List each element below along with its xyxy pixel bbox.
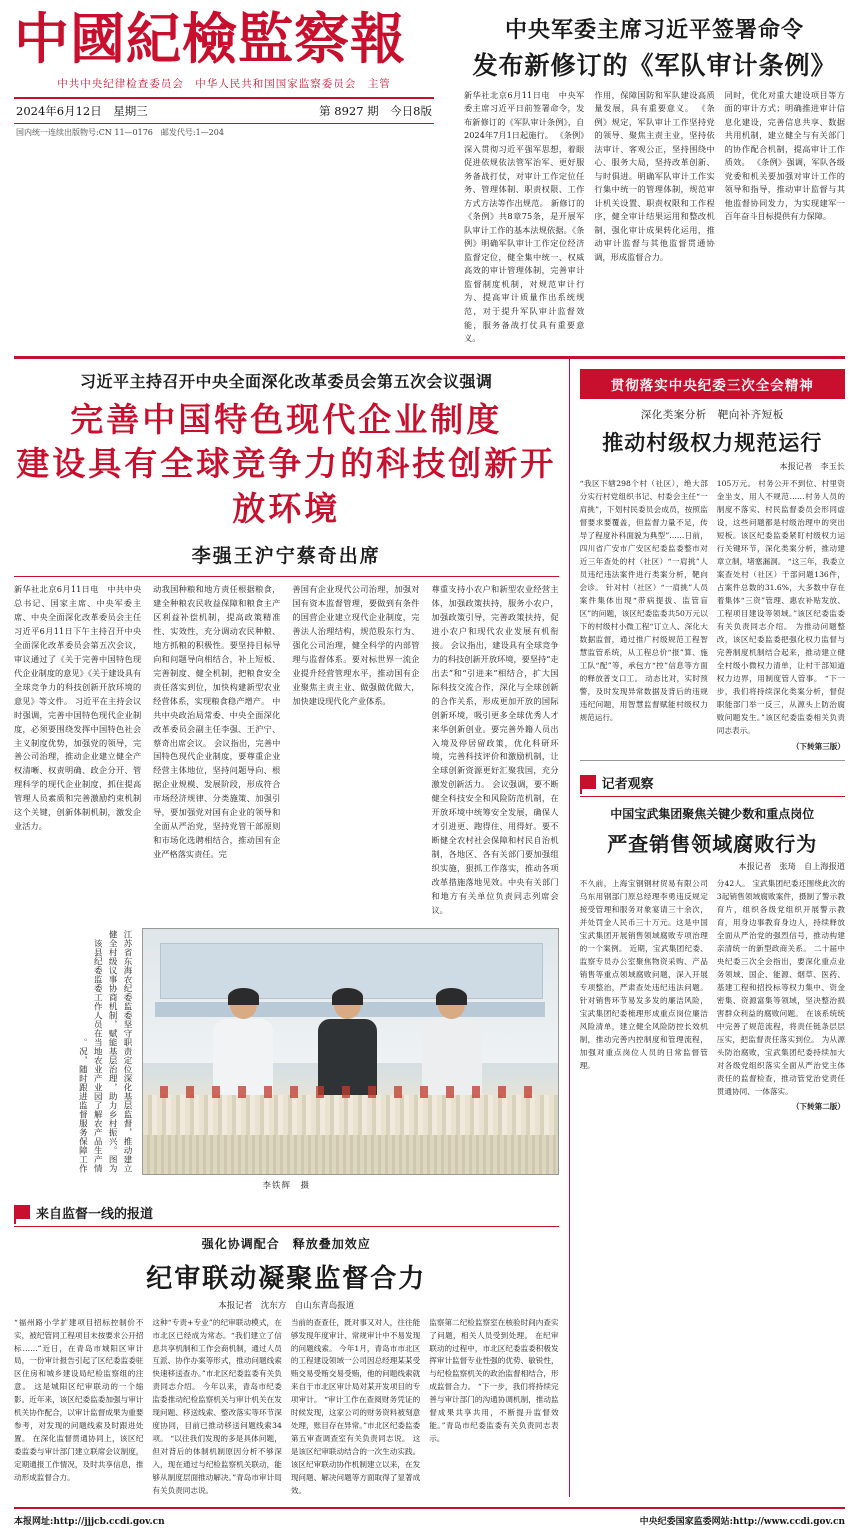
photo-foreground-crops-near bbox=[143, 1135, 558, 1174]
lead-headline-1: 完善中国特色现代企业制度 bbox=[70, 399, 503, 439]
person-hair bbox=[332, 988, 363, 1006]
photo-red-accents bbox=[160, 1086, 541, 1098]
right-kicker-2: 中国宝武集团聚焦关键少数和重点岗位 bbox=[610, 806, 815, 821]
page-body bbox=[0, 359, 859, 1498]
right-col-2a: 不久前，上海宝钢钢材贸易有限公司乌东用钢部门原总经理李勇违反规定接受管理和服务对象宴请三十余次，并处罚金人民币三十万元。这是中国宝武集团开展销售领域腐败专项治理的一个案例。 近期，宝武集团纪委、监察专员办公室聚焦物资采购、产品销售等重点领域腐败问题，深入开展专项整治，严肃查处违纪违法问题。 针对销售环节易发多发的廉洁风险，宝武集团纪委梳理形成重点岗位廉洁风险清单，建立健全风险防控长效机制，推动完善内控制度和管理流程，加强对重点岗位人员的日常监督管理。 bbox=[579, 878, 708, 1071]
person-hair bbox=[436, 988, 467, 1006]
photo-person-3 bbox=[418, 990, 486, 1100]
photo-credit: 李铁辉 摄 bbox=[262, 1180, 311, 1191]
section-front-rule bbox=[14, 1226, 559, 1227]
top-right-article bbox=[454, 10, 845, 346]
lead-col-3: 善国有企业现代公司治理，加强对国有资本监督管理，要做到有条件的国营企业建立现代企业制度，完善法人治理结构，规范股东行为、强化公司治理，健全科学的内部管理与监督体系。要对标世界一流企业提升经营管理水平，推动国有企业聚焦主责主业、做强做优做大，加快建设现代化产业体系。 bbox=[292, 584, 420, 706]
top-right-headline-1: 中央军委主席习近平签署命令 bbox=[504, 17, 804, 43]
right-banner: 贯彻落实中央纪委三次全会精神 bbox=[580, 369, 845, 399]
top-right-columns bbox=[464, 89, 845, 346]
observer-rule bbox=[580, 796, 845, 797]
lead-subhead: 李强王沪宁蔡奇出席 bbox=[191, 545, 381, 568]
right-columns-1 bbox=[580, 477, 845, 738]
photo-caption: 江苏省东海农纪委监委坚守职责定位深化基层监督，推动建立健全村级议事协商机制，赋能基层治理，助力乡村振兴。图为该县纪委监委工作人员在当地农业产业园了解农产品生产情况，随时跟进监督服务保障工作。 bbox=[77, 929, 132, 1173]
newspaper-title: 中國紀檢監察報 bbox=[14, 6, 407, 71]
section-front-columns bbox=[14, 1317, 559, 1498]
right-kicker-1: 深化类案分析 靶向补齐短板 bbox=[640, 408, 784, 421]
lead-kicker: 习近平主持召开中央全面深化改革委员会第五次会议强调 bbox=[80, 371, 493, 391]
red-flag-icon bbox=[14, 1205, 30, 1219]
right-col-1b: 105万元。 村务公开不到位、村里资金坐支、用人不规范……村务人员的制度不落实、村民监督委员会形同虚设，这些问题都是村级治理中的突出短板。该区纪委监委紧盯村级权力运行关键环节，深化类案分析，推动建章立制，堵塞漏洞。 “这三年，我委立案查处村（社区）干部问题136件，占案件总数的31.6%，大多数中存在着集体“三资”管理、惠农补贴发放、工程项目建设等领域。”该区纪委监委有关负责同志介绍。 为推动问题整改，该区纪委监委把强化权力监督与完善制度机制结合起来，推动建立健全村级小微权力清单，让村干部知道权力边界，用制度管人管事。 “下一步，我们将持续深化类案分析，督促职能部门举一反三，从源头上防治腐败问题发生。”该区纪委监委相关负责同志表示。 bbox=[716, 478, 845, 736]
news-photo bbox=[142, 928, 559, 1175]
section-front-col-4: 监察第二纪检监察室在核验时间内查实了问题，相关人员受到处理。 在纪审联动的过程中，市北区纪委监委积极发挥审计监督专业性强的优势、敏锐性，与纪检监察机关的政治监督相结合，形成监督合力。 “下一步，我们将持续完善与审计部门的沟通协调机制，推动监督成果共享共用，不断提升监督效能。”青岛市纪委监委有关负责同志表示。 bbox=[429, 1317, 559, 1443]
observer-section-label: 记者观察 bbox=[601, 776, 654, 792]
lead-col-1: 新华社北京6月11日电 中共中央总书记、国家主席、中央军委主席、中央全面深化改革委员会主任习近平6月11日下午主持召开中央全面深化改革委员会第五次会议，审议通过了《关于完善中国特色现代企业制度的意见》《关于建设具有全球竞争力的科技创新开放环境的意见》等文件。 习近平在主持会议时强调，完善中国特色现代企业制度，必须要围绕发挥中国特色社会主义制度优势，加强党的领导，完善公司治理，推动企业建立健全产权清晰、权责明确、政企分开、管理科学的现代企业制度，抓住提高管理人员素质和完善激励约束机制这个关键，创新体制机制，激发企业活力。 bbox=[14, 584, 142, 832]
right-column bbox=[570, 359, 845, 1498]
masthead bbox=[0, 0, 859, 350]
red-flag-icon bbox=[580, 775, 596, 789]
section-front-col-3: 当前的查查任，既对事又对人，往往能够发现年度审计、常规审计中不易发现的问题线索。 今年1月，青岛市市北区的工程建设领域一公司因总经理某某受贿交易受贿交易受贿，他的问题线索就来自于市北区审计局对某开发项目的专项审计。 “审计工作在查阅财务凭证的时候发现，这家公司的财务资料被刻意处理，账目存在异常。”市北区纪委监委第五审查调查室有关负责同志说。 这是该区纪审联动结合的一次生动实践。该区纪审联动协作机制建立以来，在发现问题、解决问题等方面取得了显著成效。 bbox=[290, 1317, 421, 1495]
photo-block bbox=[14, 928, 559, 1175]
top-right-col-3: 同时，优化对重大建设项目等方面的审计方式；明确推进审计信息化建设，完善信息共享、数据共用机制，建立健全与有关部门的协作配合机制，提高审计工作质效。 《条例》强调，军队各级党委和机关要加强对审计工作的领导和指导，推动审计监督与其他监督协同发力，为实现建军一百年奋斗目标提供有力保障。 bbox=[724, 89, 845, 222]
photo-people bbox=[209, 990, 491, 1100]
section-front-label: 来自监督一线的报道 bbox=[36, 1206, 154, 1222]
issue-number: 第 8927 期 今日8版 bbox=[319, 103, 432, 118]
left-column bbox=[14, 359, 570, 1498]
masthead-license-row bbox=[14, 123, 434, 138]
top-right-col-1: 新华社北京6月11日电 中央军委主席习近平日前签署命令，发布新修订的《军队审计条例》，自2024年7月1日起施行。 《条例》深入贯彻习近平强军思想，着眼促进依规依法管军治军、更好服务备战打仗，对审计工作定位任务、管理体制、职责权限、工作方式方法等作出规范。 新修订的《条例》共8章75条，是开展军队审计工作的基本法规依据。《条例》明确军队审计工作定位经济监督定位，健全集中统一、权威高效的审计管理体制，完善审计监督制度机制，对规范审计行为、提高审计质量作出系统规范，对于提升军队审计监督效能，服务备战打仗具有重要意义。 bbox=[464, 89, 585, 344]
lead-col-2: 动我国种粮和地方责任根据粮食，建全种粮农民收益保障和粮食主产区利益补偿机制，提高政策精准性、实效性，充分调动农民种粮、地方抓粮的积极性。要坚持目标导向和问题导向相结合，补上短板、完善制度、健全机制，把粮食安全责任落实到位，加快构建新型农业经营体系，实现粮食稳产增产。 中共中央政治局常委、中央全面深化改革委员会副主任李强、王沪宁、蔡奇出席会议。 会议指出，完善中国特色现代企业制度，要尊重企业经营主体地位，坚持问题导向、根据企业规模、发展阶段，形成符合市场经济规律、分类施策、加强引导，要加强党对国有企业的领导和全面从严治党，坚持党管干部原则和市场化选聘相结合，推动国有企业严格落实责任。完 bbox=[153, 584, 281, 860]
section-front-byline: 本报记者 沈东方 自山东青岛报道 bbox=[218, 1300, 355, 1311]
page-footer bbox=[14, 1507, 845, 1537]
top-right-headline-2: 发布新修订的《军队审计条例》 bbox=[472, 51, 837, 80]
lead-headline-2: 建设具有全球竞争力的科技创新开放环境 bbox=[16, 444, 557, 528]
footer-ccdi-website[interactable]: 中央纪委国家监委网站:http://www.ccdi.gov.cn bbox=[639, 1517, 845, 1528]
continuation-note-2: （下转第二版） bbox=[791, 1102, 845, 1112]
photo-person-2 bbox=[314, 990, 382, 1100]
section-front-title bbox=[14, 1203, 559, 1222]
right-byline-2: 本报记者 张琦 自上海报道 bbox=[738, 860, 845, 871]
right-headline-1: 推动村级权力规范运行 bbox=[602, 429, 823, 455]
continuation-note-1: （下转第三版） bbox=[791, 741, 845, 751]
right-divider bbox=[580, 760, 845, 761]
right-columns-2 bbox=[580, 877, 845, 1099]
publication-date: 2024年6月12日 星期三 bbox=[16, 103, 148, 118]
person-hair bbox=[228, 988, 259, 1006]
masthead-meta bbox=[14, 99, 434, 119]
top-right-col-2: 作用，保障国防和军队建设高质量发展，具有重要意义。 《条例》规定，军队审计工作坚持党的领导、聚焦主责主业，坚持依法审计、客观公正，坚持围绕中心、服务大局，坚持改革创新、与时俱进。明确军队审计工作实行集中统一的管理体制，规范审计机关设置、职责权限和工作程序，健全审计结果运用和整改机制，强化审计成果转化运用，推动审计监督与其他监督贯通协调，形成监督合力。 bbox=[594, 89, 715, 262]
observer-section-title bbox=[580, 773, 845, 792]
section-front-col-1: “福州路小学扩建项目招标控制价不实，被纪管同工程项目未按要求公开招标……”近日，在青岛市城阳区审计局，一份审计报告引起了区纪委监委驻区住房和城乡建设局纪检监察组的注意。 这是城阳区纪审联动的一个缩影。近年来，该区纪委监委加强与审计机关协作配合，以审计监督成果为重要参考，对发现的问题线索及时跟进处置。 在深化监督贯通协同上，该区纪委监委与审计部门建立联席会议制度，定期通报工作情况，及时共享信息，推动形成监督合力。 bbox=[14, 1317, 144, 1482]
section-front-col-2: 这种“专责+专业”的纪审联动模式，在市北区已经成为常态。“我们建立了信息共享机制和工作会商机制，通过人员互派、协作办案等形式，推动问题线索快速移送查办。”市北区纪委监委有关负责同志介绍。 今年以来，青岛市纪委监委推动纪检监察机关与审计机关在发现问题、移送线索、整改落实等环节深度协同，目前已推动移送问题线索34项。 “以往我们发现的多是具体问题，但对背后的体制机制原因分析不够深入，现在通过与纪检监察机关联动，能够从制度层面推动解决。”青岛市审计局有关负责同志说。 bbox=[152, 1317, 282, 1495]
right-col-1a: “我区下辖298个村（社区），绝大部分实行村党组织书记、村委会主任“一肩挑”，下划村民委员会成员，按照监督要求要覆盖，但监督力量不足，传导了程度补科面貌为典型”……日前，四川省广安市广安区纪委监委整市对近三年查处的村（社区）“一肩挑”人员违纪违法案件进行类案分析，靶向会诊。 针对村（社区）“一肩挑”人员案件集体出现“带病提拔、监管盲区”的问题，该区纪委监委共50万元以下的村级村小微工程“订立人、深化大数据监督，通过推广村级规范工程智慧监管系统，从工程总价“报”算、施工队“配”等，承包方“控”信息等方面的释放普支口工。 动态比对，实时预警，及时发现异常数据及背后的违规违纪问题，用智慧监督赋能村级权力规范运行。 bbox=[579, 478, 708, 723]
right-col-2b: 分42人。 宝武集团纪委还围绕此次的3起销售领域腐败案件，摄制了警示教育片，组织各级党组织开展警示教育，用身边事教育身边人，持续释放全面从严治党的强烈信号，推动构建亲清统一的新型政商关系。 二十届中央纪委三次全会指出，要深化重点业务领域、国企、能源、烟草、医药、基建工程和招投标等权力集中、资金密集、资源富集等领域，坚决整治损害群众利益的腐败问题。 在该系统统中完善了规范流程，将责任链条层层压实，把监督责任落实到位。 为从源头防治腐败，宝武集团纪委持续加大对各级党组织落实全面从严治党主体责任的监督检查，推动管党治党责任贯通协同、一体落实。 bbox=[716, 878, 845, 1097]
section-front-kicker: 强化协调配合 释放叠加效应 bbox=[201, 1236, 371, 1251]
lead-col-4: 尊重支持小农户和新型农业经营主体，加强政策扶持，服务小农户，加强政策引导，完善政策扶持，促进小农户和现代农业发展有机衔接。 会议指出，建设具有全球竞争力的科技创新开放环境，要坚持“走出去”和“引进来”相结合，扩大国际科技交流合作，深化与全球创新的合作关系，形成更加开放的国际创新环境，吸引更多全球优秀人才来华创新创业。要完善外籍人员出入境及停居留政策，优化科研环境，完善科技评价和激励机制，让全球创新资源更好汇聚我国，充分激发创新活力。 会议强调，要不断健全科技安全和风险防范机制，在开放环境中统筹安全发展，确保人才引进更、跑得住、用得好。要不断健全农村社会保障和村民自治机制，各地区、各有关部门要加强组织实施，狠抓工作落实，推动各项改革措施落地见效。中央有关部门和地方有关单位负责同志列席会议。 bbox=[431, 584, 559, 915]
masthead-subtitle: 中共中央纪律检查委员会 中华人民共和国国家监察委员会 主管 bbox=[57, 77, 391, 90]
masthead-left bbox=[14, 6, 454, 346]
footer-website[interactable]: 本报网址:http://jjjcb.ccdi.gov.cn bbox=[14, 1517, 165, 1528]
section-front-headline: 纪审联动凝聚监督合力 bbox=[146, 1263, 427, 1294]
right-headline-2: 严查销售领域腐败行为 bbox=[607, 831, 818, 856]
right-byline-1: 本报记者 李玉长 bbox=[779, 460, 845, 471]
lead-columns bbox=[14, 583, 559, 918]
photo-person-1 bbox=[209, 990, 277, 1100]
lead-divider bbox=[14, 576, 559, 577]
license-number: 国内统一连续出版物号:CN 11—0176 邮发代号:1—204 bbox=[16, 127, 224, 137]
